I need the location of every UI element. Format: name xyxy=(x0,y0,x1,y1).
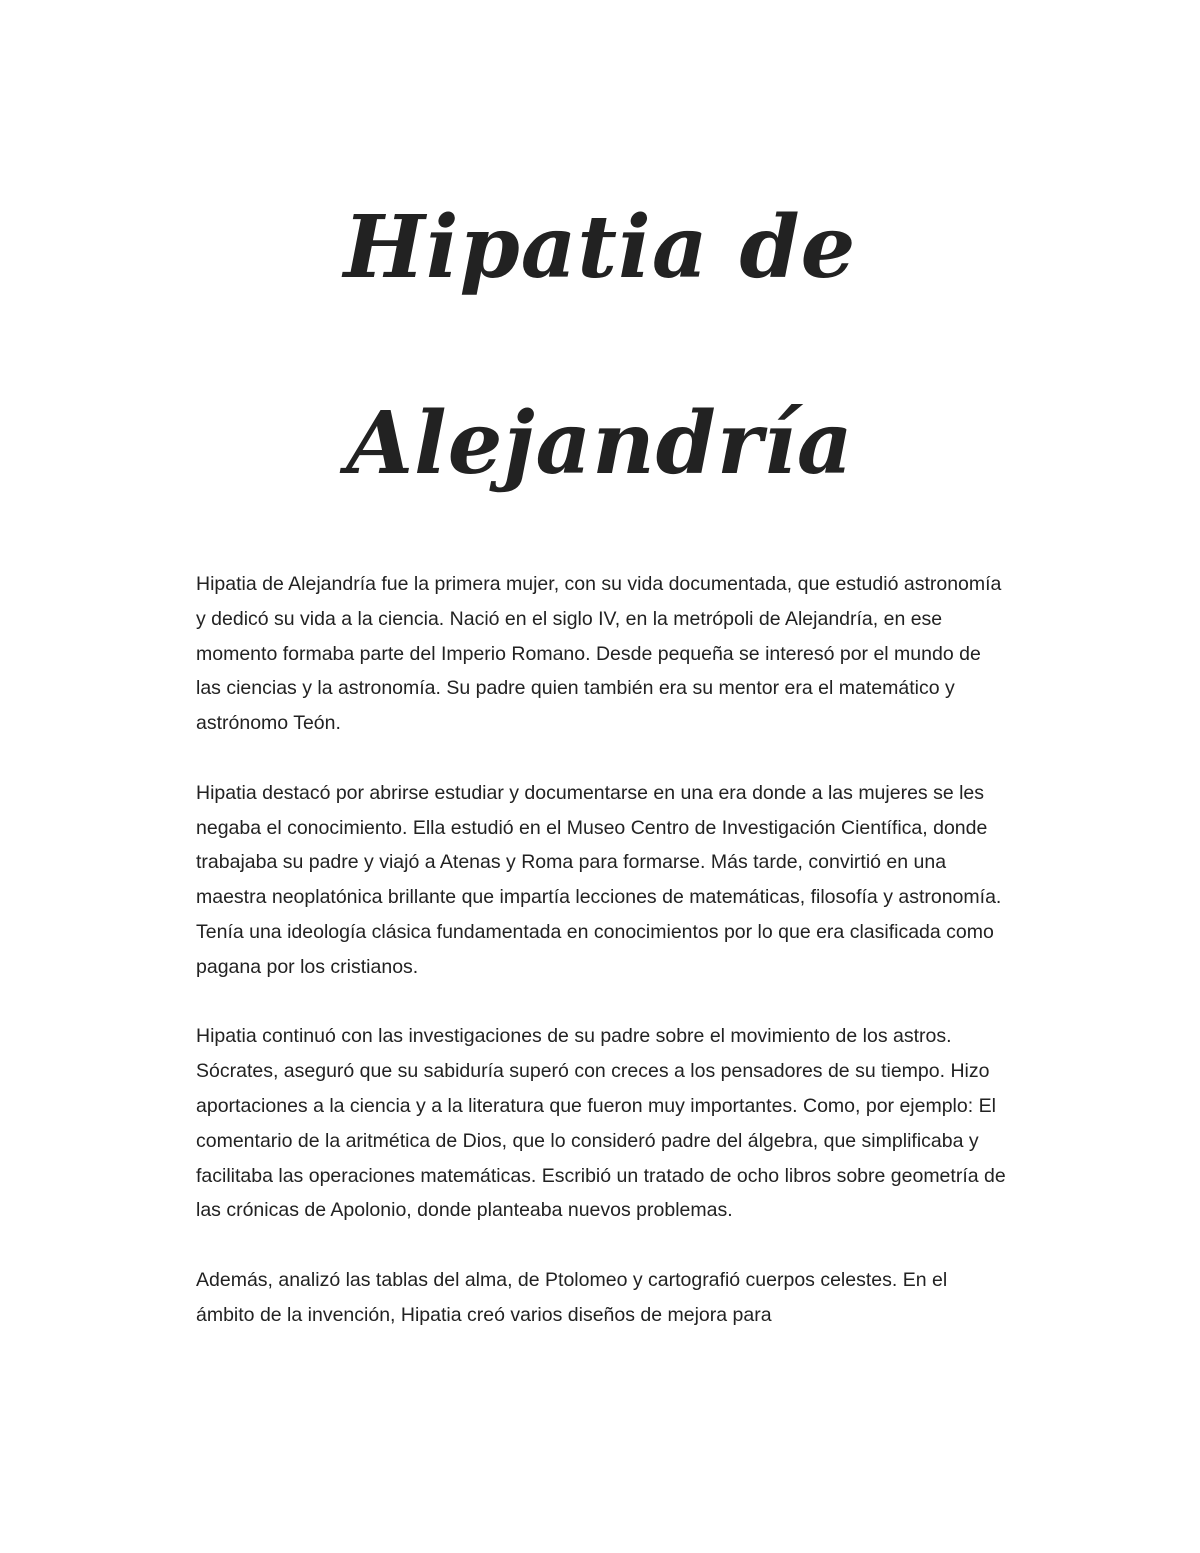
title-line-1: Hipatia de xyxy=(343,197,857,298)
page-title xyxy=(0,150,1200,542)
paragraph-3: Hipatia continuó con las investigaciones de su padre sobre el movimiento de los astros. Sócrates, aseguró que su sabiduría superó con creces a los pensadores de su tiempo. Hizo aportaciones a la ciencia y a la literatura que fueron muy importantes. Como, por ejemplo: El comentario de la aritmética de Dios, que lo consideró padre del álgebra, que simplificaba y facilitaba las operaciones matemáticas. Escribió un tratado de ocho libros sobre geometría de las crónicas de Apolonio, donde planteaba nuevos problemas. xyxy=(196,1025,1006,1222)
paragraph-1: Hipatia de Alejandría fue la primera mujer, con su vida documentada, que estudió astronomía y dedicó su vida a la ciencia. Nació en el siglo IV, en la metrópoli de Alejandría, en ese momento formaba parte del Imperio Romano. Desde pequeña se interesó por el mundo de las ciencias y la astronomía. Su padre quien también era su mentor era el matemático y astrónomo Teón. xyxy=(196,573,1002,735)
title-line-2: Alejandría xyxy=(346,393,854,494)
paragraph-2: Hipatia destacó por abrirse estudiar y documentarse en una era donde a las mujeres se les negaba el conocimiento. Ella estudió en el Museo Centro de Investigación Científica, donde trabajaba su padre y viajó a Atenas y Roma para formarse. Más tarde, convirtió en una maestra neoplatónica brillante que impartía lecciones de matemáticas, filosofía y astronomía. Tenía una ideología clásica fundamentada en conocimientos por lo que era clasificada como pagana por los cristianos. xyxy=(196,781,1002,978)
paragraph-4: Además, analizó las tablas del alma, de Ptolomeo y cartografió cuerpos celestes. En el ámbito de la invención, Hipatia creó varios diseños de mejora para xyxy=(196,1268,948,1326)
document-body xyxy=(196,567,1008,1367)
